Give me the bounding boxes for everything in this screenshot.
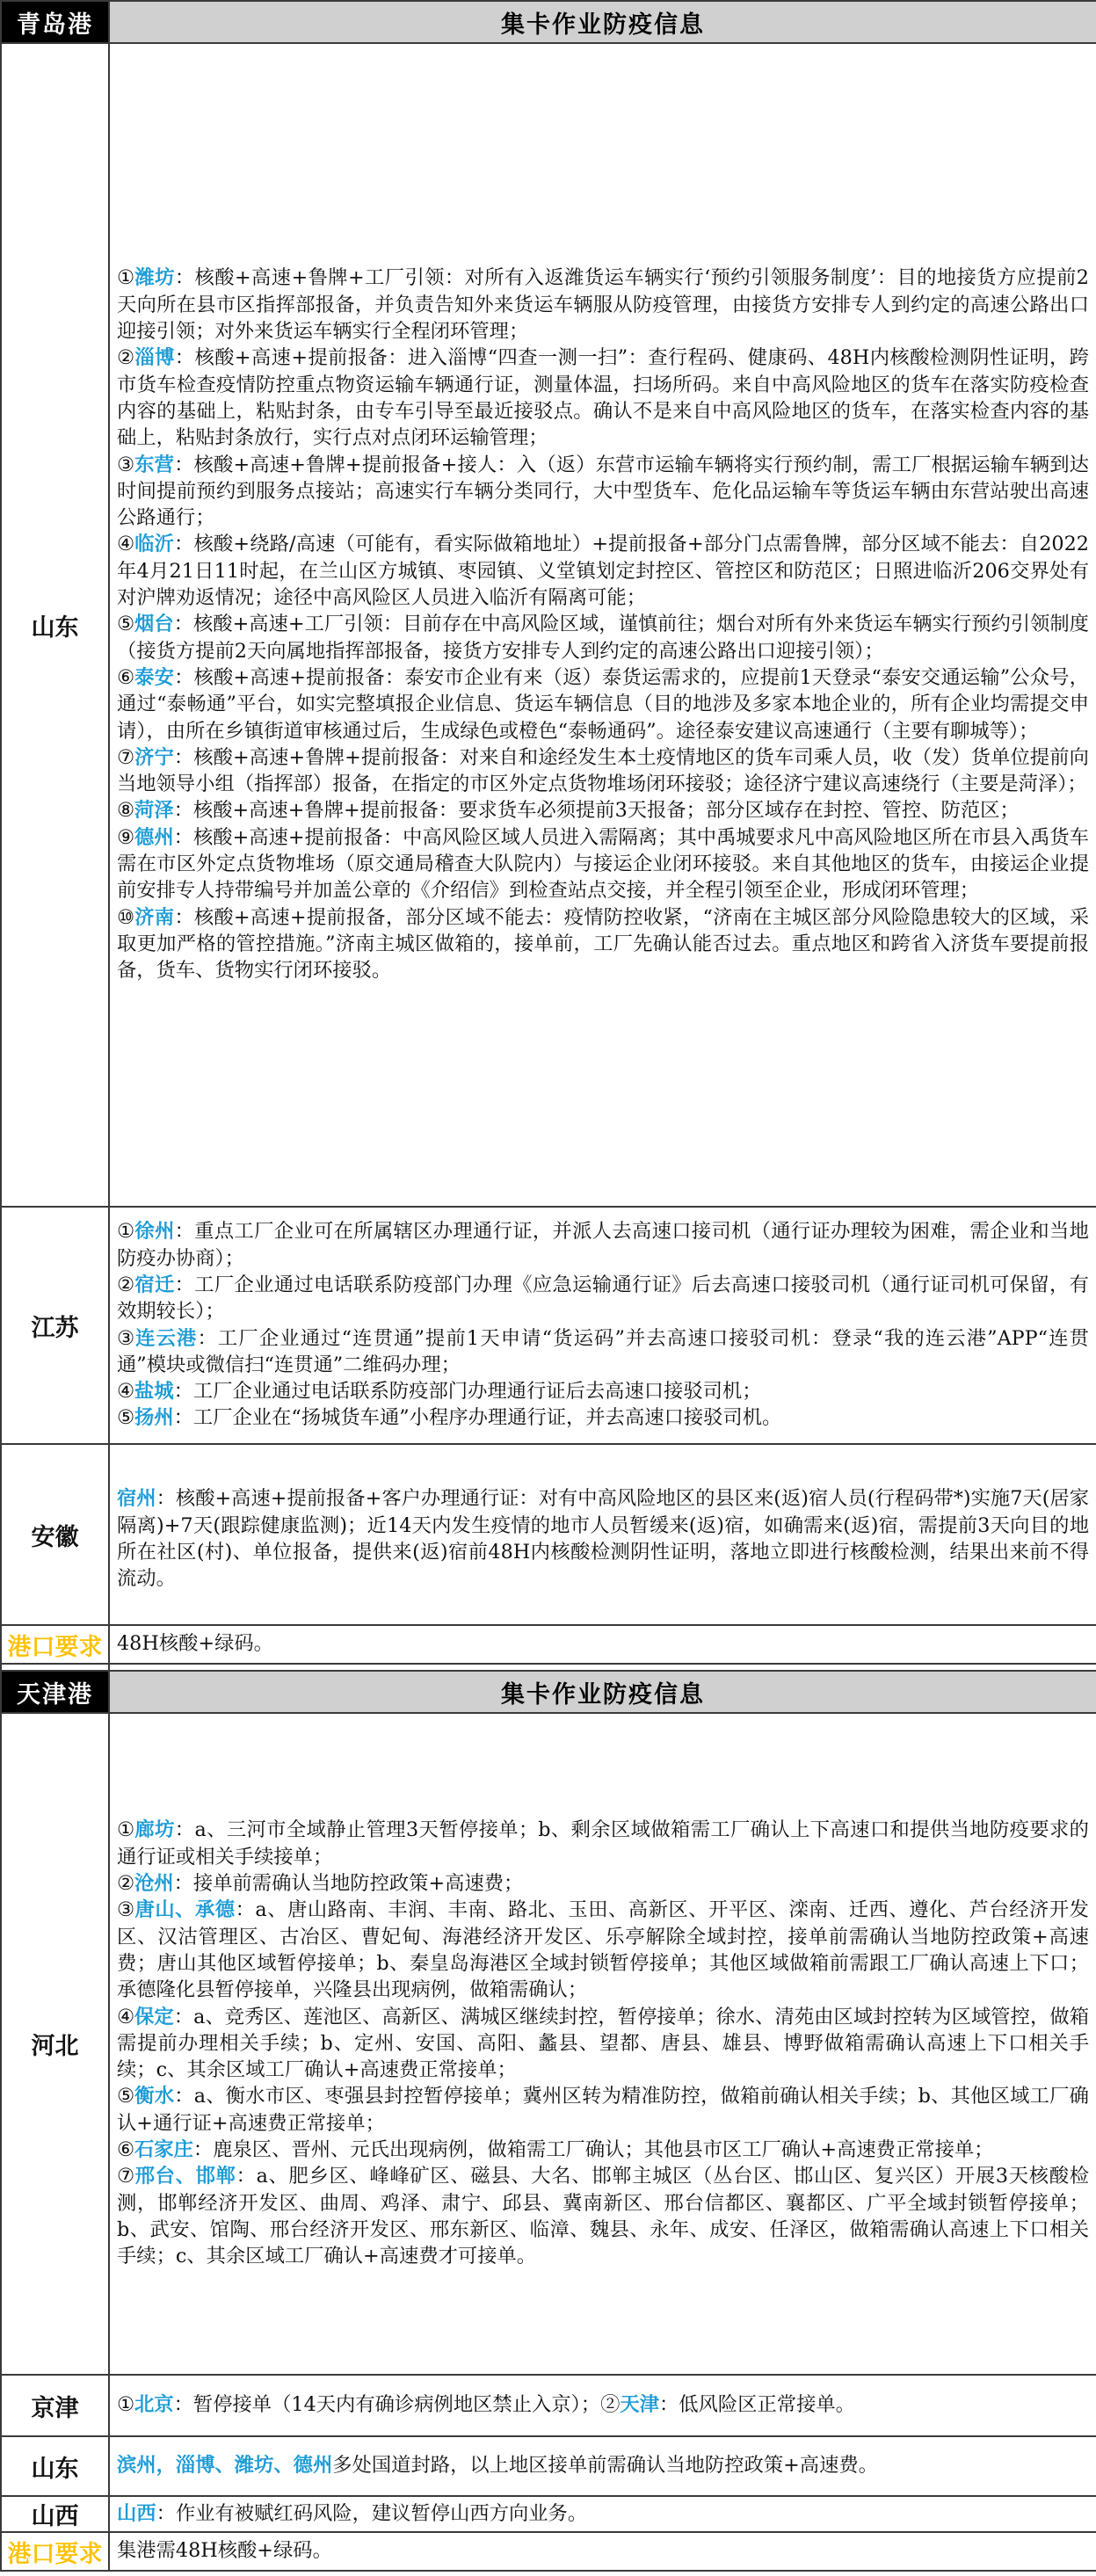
entry-shanxi: 山西：作业有被赋红码风险，建议暂停山西方向业务。: [117, 2501, 588, 2525]
province-hebei: 河北: [1, 1713, 109, 2375]
entry-dongying: ③东营：核酸+高速+鲁牌+提前报备+接人：入（返）东营市运输车辆将实行预约制，需工厂根据运输车辆到达时间提前预约到服务点接站；高速实行车辆分类同行，大中型货车、危化品运输车等货运车辆由东营站驶出高速公路通行；: [117, 453, 1089, 530]
entry-tangshan-chengde: ③唐山、承德：a、唐山路南、丰润、丰南、路北、玉田、高新区、开平区、滦南、迁西、遵化、芦台经济开发区、汉沽管理区、古冶区、曹妃甸、海港经济开发区、乐亭解除全域封控，接单前需确认当地防控政策+高速费；唐山其他区域暂停接单；b、秦皇岛海港区全域封锁暂停接单；其他区域做箱前需跟工厂确认高速上下口；承德隆化县暂停接单，兴隆县出现病例，做箱需确认；: [117, 1898, 1089, 2002]
entry-zibo: ②淄博：核酸+高速+提前报备：进入淄博“四查一测一扫”：查行程码、健康码、48H内核酸检测阴性证明，跨市货车检查疫情防控重点物资运输车辆通行证，测量体温，扫场所码。来自中高风险地区的货车在落实防疫检查内容的基础上，粘贴封条，由专车引导至最近接驳点。确认不是来自中高风险地区的货车，在落实检查内容的基础上，粘贴封条放行，实行点对点闭环运输管理；: [117, 346, 1089, 450]
tianjin-table: [0, 1670, 1096, 2572]
entry-jining: ⑦济宁：核酸+高速+鲁牌+提前报备：对来自和途经发生本土疫情地区的货车司乘人员，收（发）货单位提前向当地领导小组（指挥部）报备，在指定的市区外定点货物堆场闭环接驳；途径济宁建议高速绕行（主要是菏泽）；: [117, 745, 1089, 796]
entry-xuzhou: ①徐州：重点工厂企业可在所属辖区办理通行证，并派人去高速口接司机（通行证办理较为困难，需企业和当地防疫办协商）；: [117, 1220, 1089, 1270]
province-shandong-tj: 山东: [1, 2436, 109, 2496]
entry-cangzhou: ②沧州：接单前需确认当地防控政策+高速费；: [117, 1872, 524, 1896]
province-jingjin: 京津: [1, 2375, 109, 2436]
entry-langfang: ①廊坊：a、三河市全域静止管理3天暂停接单；b、剩余区域做箱需工厂确认上下高速口和提供当地防疫要求的通行证或相关手续接单；: [117, 1818, 1089, 1869]
entry-dezhou: ⑨德州：核酸+高速+提前报备：中高风险区域人员进入需隔离；其中禹城要求凡中高风险地区所在市县入禹货车需在市区外定点货物堆场（原交通局稽查大队院内）与接运企业闭环接驳。来自其他地区的货车，由接运企业提前安排专人持带编号并加盖公章的《介绍信》到检查站点交接，并全程引领至企业，形成闭环管理；: [117, 825, 1089, 903]
tianjin-requirement-label: 港口要求: [1, 2532, 109, 2571]
qingdao-header: 集卡作业防疫信息: [109, 1, 1096, 43]
tianjin-header: 集卡作业防疫信息: [109, 1671, 1096, 1713]
entry-binzhou-group: 滨州，淄博、潍坊、德州多处国道封路，以上地区接单前需确认当地防控政策+高速费。: [117, 2454, 878, 2478]
entry-weifang: ①潍坊：核酸+高速+鲁牌+工厂引领：对所有入返潍货运车辆实行‘预约引领服务制度’：目的地接货方应提前2天向所在县市区指挥部报备，并负责告知外来货运车辆服从防疫管理，由接货方安排专人到约定的高速公路出口迎接引领；对外来货运车辆实行全程闭环管理；: [117, 266, 1089, 344]
entry-xingtai-handan: ⑦邢台、邯郸：a、肥乡区、峰峰矿区、磁县、大名、邯郸主城区（丛台区、邯山区、复兴区）开展3天核酸检测，邯郸经济开发区、曲周、鸡泽、肃宁、邱县、冀南新区、邢台信都区、襄都区、广平全域封锁暂停接单；b、武安、馆陶、邢台经济开发区、邢东新区、临漳、魏县、永年、成安、任泽区，做箱需确认高速上下口相关手续；c、其余区域工厂确认+高速费才可接单。: [117, 2165, 1089, 2268]
entry-suzhou: 宿州：核酸+高速+提前报备+客户办理通行证：对有中高风险地区的县区来(返)宿人员(行程码带*)实施7天(居家隔离)+7天(跟踪健康监测)；近14天内发生疫情的地市人员暂缓来(返)宿，如确需来(返)宿，需提前3天向目的地所在社区(村)、单位报备，提供来(返)宿前48H内核酸检测阴性证明，落地立即进行核酸检测，结果出来前不得流动。: [117, 1487, 1089, 1591]
shanxi-info: [109, 2496, 1096, 2532]
entry-baoding: ④保定：a、竞秀区、莲池区、高新区、满城区继续封控，暂停接单；徐水、清苑由区域封控转为区域管控，做箱需提前办理相关手续；b、定州、安国、高阳、蠡县、望都、唐县、雄县、博野做箱需确认高速上下口相关手续；c、其余区域工厂确认+高速费正常接单；: [117, 2005, 1089, 2082]
province-shanxi: 山西: [1, 2496, 109, 2532]
province-jiangsu: 江苏: [1, 1207, 109, 1444]
entry-heze: ⑧菏泽：核酸+高速+鲁牌+提前报备：要求货车必须提前3天报备；部分区域存在封控、管控、防范区；: [117, 799, 1020, 823]
tianjin-port-label: 天津港: [1, 1671, 109, 1713]
entry-yantai: ⑤烟台：核酸+高速+工厂引领：目前存在中高风险区域，谨慎前往；烟台对所有外来货运车辆实行预约引领制度（接货方提前2天向属地指挥部报备，接货方安排专人到约定的高速公路出口迎接引领）；: [117, 613, 1089, 663]
qingdao-requirement-text: 48H核酸+绿码。: [109, 1625, 1096, 1664]
entry-yangzhou: ⑤扬州：工厂企业在“扬城货车通”小程序办理通行证，并去高速口接驳司机。: [117, 1406, 782, 1430]
entry-beijing-tianjin: ①北京：暂停接单（14天内有确诊病例地区禁止入京）；②天津：低风险区正常接单。: [117, 2393, 855, 2417]
province-anhui: 安徽: [1, 1444, 109, 1625]
entry-jinan: ⑩济南：核酸+高速+提前报备，部分区域不能去：疫情防控收紧，“济南在主城区部分风险隐患较大的区域，采取更加严格的管控措施。”济南主城区做箱的，接单前，工厂先确认能否过去。重点地区和跨省入济货车要提前报备，货车、货物实行闭环接驳。: [117, 905, 1089, 983]
entry-lianyungang: ③连云港：工厂企业通过“连贯通”提前1天申请“货运码”并去高速口接驳司机：登录“我的连云港”APP“连贯通”模块或微信扫“连贯通”二维码办理；: [117, 1326, 1089, 1376]
hebei-info: [109, 1713, 1096, 2375]
qingdao-requirement-label: 港口要求: [1, 1625, 109, 1664]
shandong-info: [109, 43, 1096, 1207]
jingjin-info: [109, 2375, 1096, 2436]
entry-hengshui: ⑤衡水：a、衡水市区、枣强县封控暂停接单；冀州区转为精准防控，做箱前确认相关手续；b、其他区域工厂确认+通行证+高速费正常接单；: [117, 2085, 1089, 2135]
tianjin-requirement-text: 集港需48H核酸+绿码。: [109, 2532, 1096, 2571]
entry-linyi: ④临沂：核酸+绕路/高速（可能有，看实际做箱地址）+提前报备+部分门点需鲁牌，部分区域不能去：自2022年4月21日11时起，在兰山区方城镇、枣园镇、义堂镇划定封控区、管控区和防范区；日照进临沂206交界处有对沪牌劝返情况；途径中高风险区人员进入临沂有隔离可能；: [117, 533, 1089, 610]
entry-taian: ⑥泰安：核酸+高速+提前报备：泰安市企业有来（返）泰货运需求的，应提前1天登录“泰安交通运输”公众号，通过“泰畅通”平台，如实完整填报企业信息、货运车辆信息（目的地涉及多家本地企业的，所有企业均需提交申请），由所在乡镇街道审核通过后，生成绿色或橙色“泰畅通码”。途径泰安建议高速通行（主要有聊城等）；: [117, 665, 1089, 743]
anhui-info: [109, 1444, 1096, 1625]
shandong-tj-info: [109, 2436, 1096, 2496]
jiangsu-info: [109, 1207, 1096, 1444]
entry-shijiazhuang: ⑥石家庄：鹿泉区、晋州、元氏出现病例，做箱需工厂确认；其他县市区工厂确认+高速费正常接单；: [117, 2138, 994, 2162]
province-shandong: 山东: [1, 43, 109, 1207]
entry-yancheng: ④盐城：工厂企业通过电话联系防疫部门办理通行证后去高速口接驳司机；: [117, 1380, 762, 1404]
entry-suqian: ②宿迁：工厂企业通过电话联系防疫部门办理《应急运输通行证》后去高速口接驳司机（通行证司机可保留，有效期较长）；: [117, 1273, 1089, 1324]
qingdao-port-label: 青岛港: [1, 1, 109, 43]
